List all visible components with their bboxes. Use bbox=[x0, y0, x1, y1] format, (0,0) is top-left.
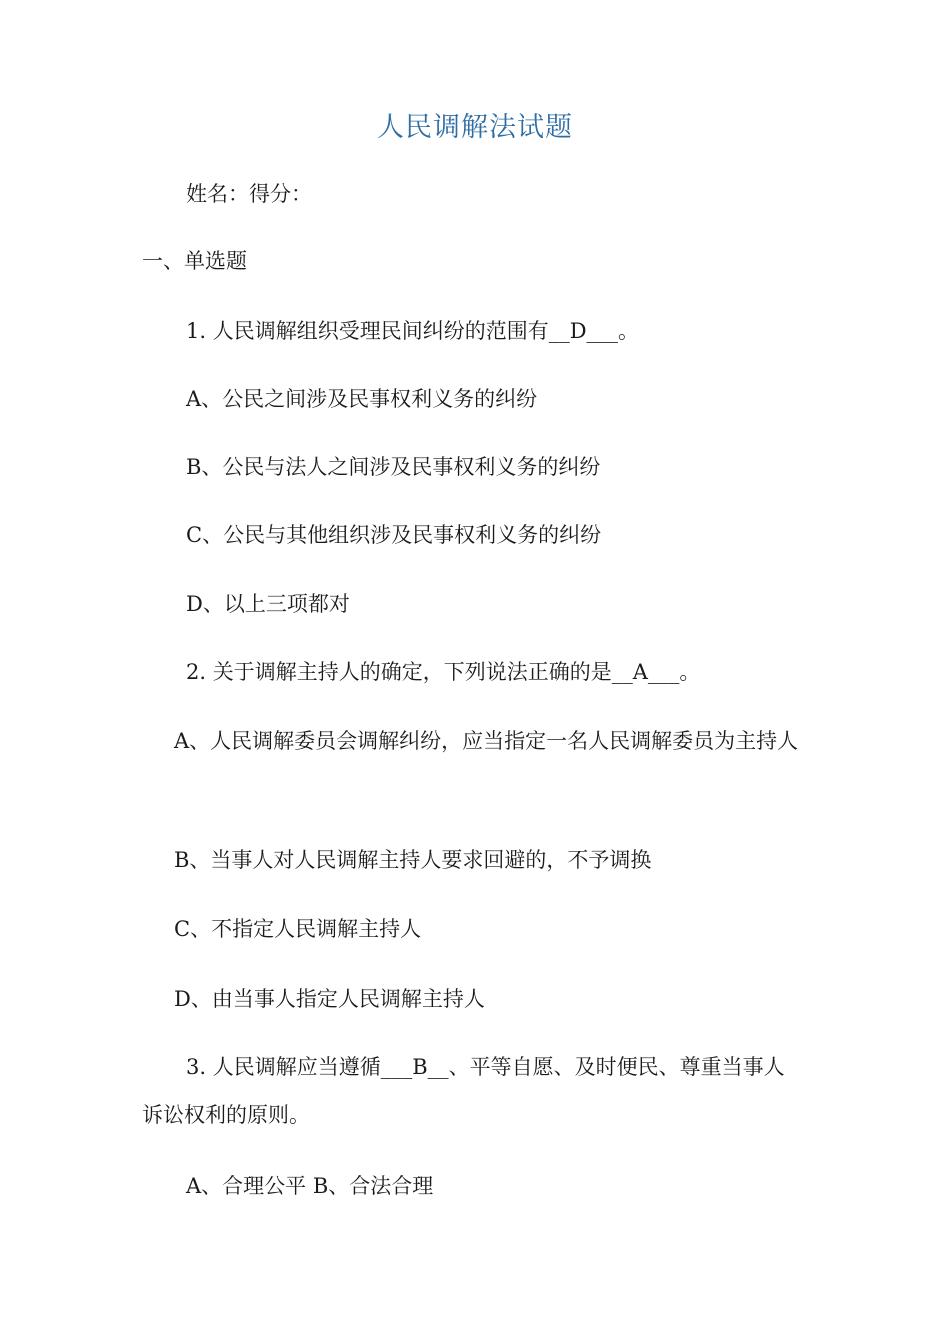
question-1-option-c: C、公民与其他组织涉及民事权利义务的纠纷 bbox=[186, 523, 602, 547]
question-3-stem: 3. 人民调解应当遵循___B__、平等自愿、及时便民、尊重当事人诉讼权利的原则。 bbox=[142, 1055, 785, 1127]
question-2-option-b: B、当事人对人民调解主持人要求回避的，不予调换 bbox=[174, 848, 652, 872]
section-heading: 一、单选题 bbox=[142, 249, 247, 273]
question-1-option-a: A、公民之间涉及民事权利义务的纠纷 bbox=[186, 387, 538, 411]
question-2-option-a: A、人民调解委员会调解纠纷，应当指定一名人民调解委员为主持人 bbox=[174, 729, 799, 753]
question-2-stem: 2. 关于调解主持人的确定，下列说法正确的是__A___。 bbox=[186, 660, 701, 684]
question-2-option-c: C、不指定人民调解主持人 bbox=[174, 917, 422, 941]
question-2-option-d: D、由当事人指定人民调解主持人 bbox=[174, 987, 485, 1011]
name-score-line: 姓名：得分： bbox=[186, 182, 312, 206]
question-1-option-b: B、公民与法人之间涉及民事权利义务的纠纷 bbox=[186, 455, 601, 479]
question-3-option-ab: A、合理公平 B、合法合理 bbox=[186, 1174, 434, 1198]
document-title: 人民调解法试题 bbox=[377, 112, 573, 143]
question-1-stem: 1. 人民调解组织受理民间纠纷的范围有__D___。 bbox=[186, 319, 640, 343]
question-1-option-d: D、以上三项都对 bbox=[186, 592, 350, 616]
